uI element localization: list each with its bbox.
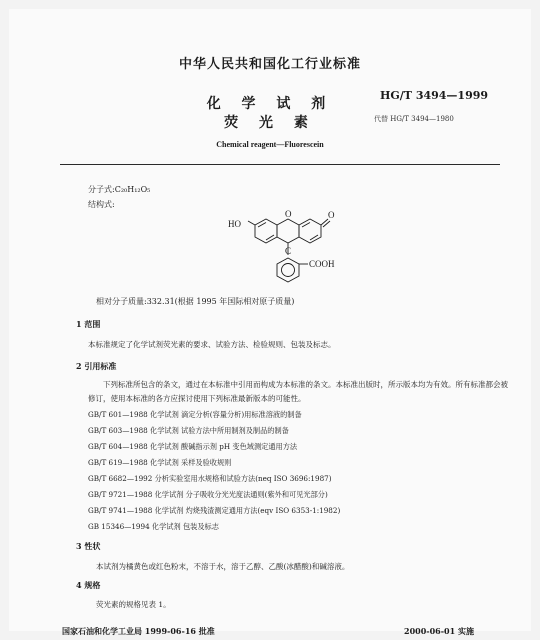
title-cn-line1: 化 学 试 剂 <box>206 96 334 112</box>
carbon-label: C <box>285 246 292 256</box>
molecular-formula: 分子式:C₂₀H₁₂O₅ <box>88 185 151 194</box>
reference-item: GB/T 9741—1988 化学试剂 灼烧残渣测定通用方法(eqv ISO 6353-1:1982) <box>88 506 341 515</box>
keto-oxygen-label: O <box>328 210 335 220</box>
implementation-date: 2000-06-01 实施 <box>404 626 474 636</box>
section-2-body: 下列标准所包含的条文，通过在本标准中引用而构成为本标准的条文。本标准出版时，所示版本均为有效。所有标准都会被修订，使用本标准的各方应探讨使用下列标准最新版本的可能性。 <box>88 380 508 403</box>
reference-item: GB/T 9721—1988 化学试剂 分子吸收分光光度法通则(紫外和可见光部分) <box>88 490 328 499</box>
phenyl-ring <box>277 258 299 282</box>
standard-number: HG/T 3494—1999 <box>380 89 489 102</box>
title-en: Chemical reagent—Fluorescein <box>216 140 324 149</box>
middle-ring <box>277 219 299 243</box>
molecular-mass: 相对分子质量:332.31(根据 1995 年国际相对原子质量) <box>96 297 295 306</box>
section-2-heading: 2 引用标准 <box>76 361 117 371</box>
header-divider <box>60 164 500 165</box>
section-3-body: 本试剂为橘黄色或红色粉末，不溶于水，溶于乙醇、乙酸(冰醋酸)和碱溶液。 <box>96 562 350 571</box>
ring-oxygen-label: O <box>285 209 292 219</box>
reference-item: GB/T 603—1988 化学试剂 试验方法中所用制剂及制品的制备 <box>88 426 289 435</box>
issuing-organization: 中华人民共和国化工行业标准 <box>178 57 361 72</box>
reference-item: GB/T 601—1988 化学试剂 滴定分析(容量分析)用标准溶液的制备 <box>88 410 302 419</box>
section-4-body: 荧光素的规格见表 1。 <box>96 600 171 609</box>
carboxyl-label: COOH <box>309 259 335 269</box>
section-4-heading: 4 规格 <box>76 580 101 590</box>
hydroxyl-label: HO <box>228 219 241 229</box>
structural-formula <box>222 206 372 294</box>
structure-label: 结构式: <box>88 200 115 209</box>
title-cn-line2: 荧 光 素 <box>224 115 316 131</box>
section-1-body: 本标准规定了化学试剂荧光素的要求、试验方法、检验规则、包装及标志。 <box>88 340 336 349</box>
reference-item: GB/T 604—1988 化学试剂 酸碱指示剂 pH 变色域测定通用方法 <box>88 442 298 451</box>
replaces-note: 代替 HG/T 3494—1980 <box>374 115 454 123</box>
reference-item: GB/T 619—1988 化学试剂 采样及验收规则 <box>88 458 232 467</box>
section-1-heading: 1 范围 <box>76 319 101 329</box>
reference-item: GB 15346—1994 化学试剂 包装及标志 <box>88 522 219 531</box>
approval-date: 国家石油和化学工业局 1999-06-16 批准 <box>62 626 215 636</box>
section-3-heading: 3 性状 <box>76 541 101 551</box>
reference-item: GB/T 6682—1992 分析实验室用水规格和试验方法(neq ISO 3696:1987) <box>88 474 332 483</box>
